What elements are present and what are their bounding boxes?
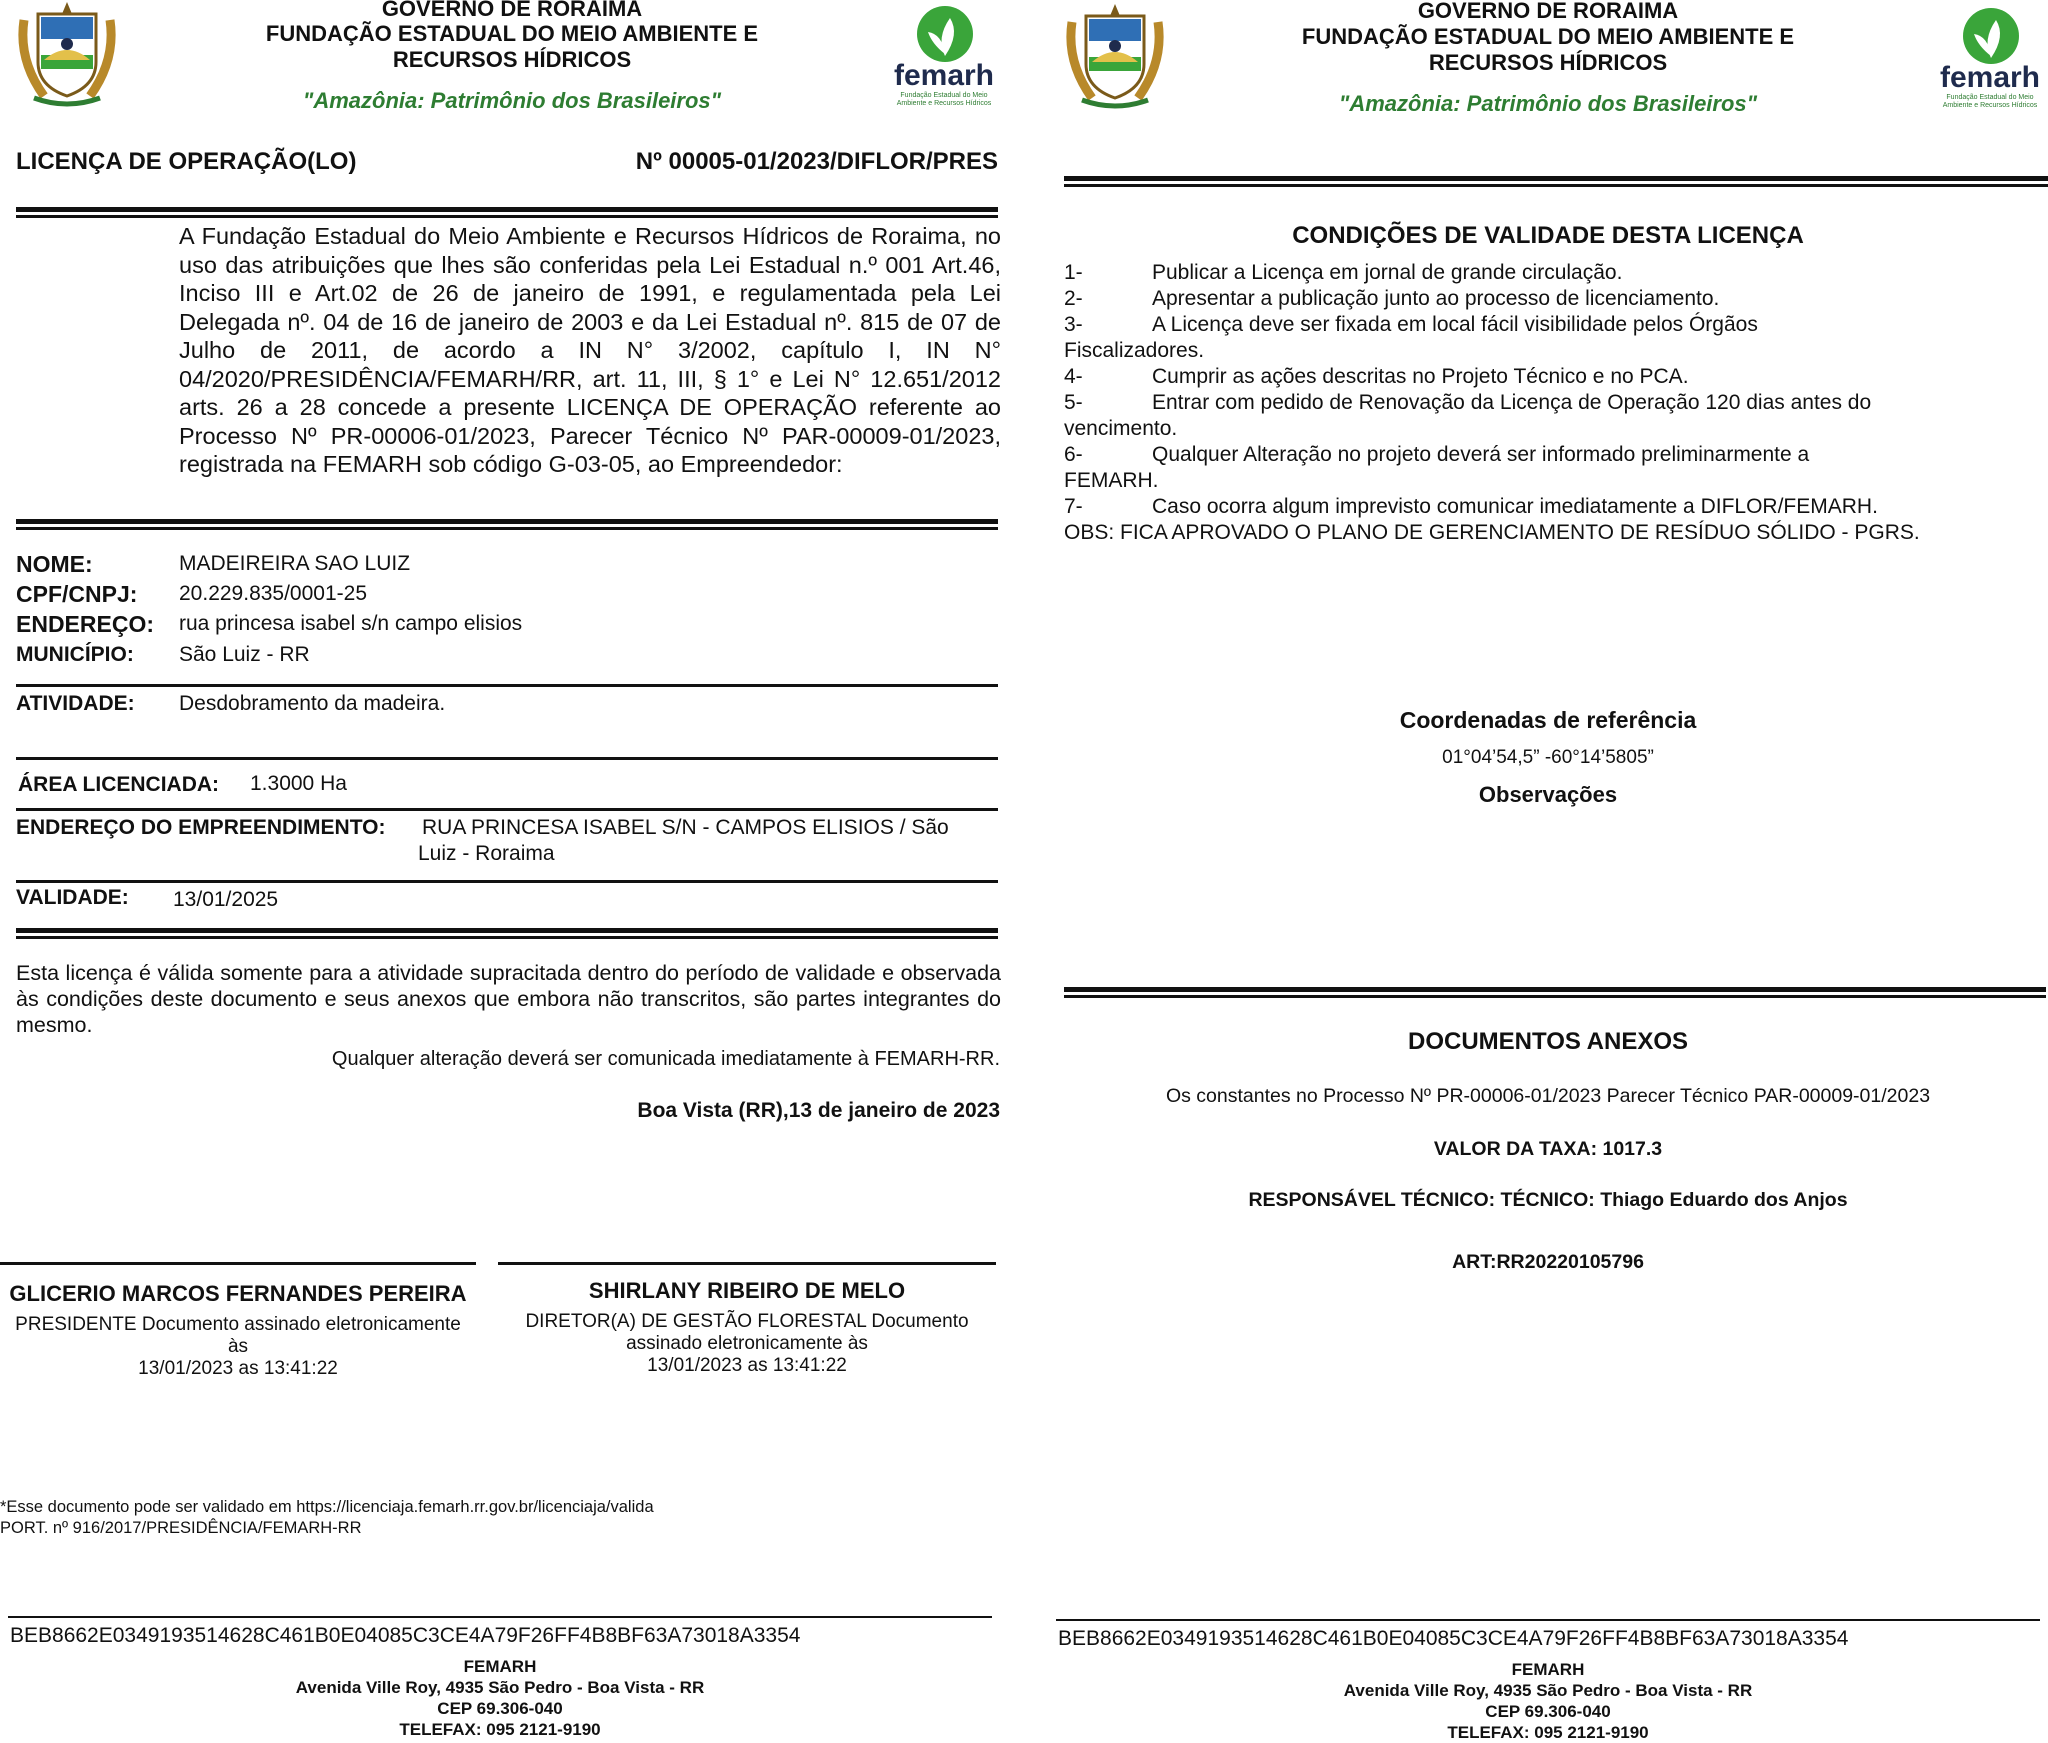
place-and-date: Boa Vista (RR),13 de janeiro de 2023 (637, 1099, 1000, 1122)
license-page-front (0, 0, 1024, 1738)
divider (16, 880, 998, 883)
art-number: ART:RR20220105796 (1452, 1251, 1644, 1273)
atividade-value: Desdobramento da madeira. (179, 692, 446, 715)
validade-value: 13/01/2025 (173, 888, 279, 911)
signer-name: SHIRLANY RIBEIRO DE MELO (588, 1278, 906, 1303)
cpf-label: CPF/CNPJ: (16, 581, 138, 607)
validade-label: VALIDADE: (16, 886, 129, 909)
divider (1064, 987, 2046, 998)
signer-role: DIRETOR(A) DE GESTÃO FLORESTAL Documento (525, 1311, 969, 1332)
signer-as: assinado eletronicamente às (626, 1333, 868, 1354)
validity-paragraph: Esta licença é válida somente para a atividade supracitada dentro do período de validade e observada às condições deste documento e seus anexos que embora não transcritos, são partes integrantes do mesmo. (16, 961, 1001, 1037)
header-motto: "Amazônia: Patrimônio dos Brasileiros" (1338, 91, 1758, 116)
divider (8, 1616, 992, 1618)
municipio-value: São Luiz - RR (179, 643, 310, 666)
femarh-logo (1932, 6, 2048, 109)
fee-value: VALOR DA TAXA: 1017.3 (1433, 1138, 1663, 1160)
header-foundation: FUNDAÇÃO ESTADUAL DO MEIO AMBIENTE E (265, 21, 759, 46)
conditions-obs: OBS: FICA APROVADO O PLANO DE GERENCIAMENTO DE RESÍDUO SÓLIDO - PGRS. (1064, 521, 1920, 544)
signer-role: PRESIDENTE Documento assinado eletronicamente (15, 1314, 461, 1335)
signer-timestamp: 13/01/2023 as 13:41:22 (647, 1355, 847, 1376)
footer-phone: TELEFAX: 095 2121-9190 (1447, 1723, 1649, 1742)
observations-title: Observações (1478, 782, 1618, 807)
signature-line (0, 1262, 476, 1265)
technical-responsible: RESPONSÁVEL TÉCNICO: TÉCNICO: Thiago Eduardo dos Anjos (1248, 1189, 1848, 1211)
annexes-text: Os constantes no Processo Nº PR-00006-01/2023 Parecer Técnico PAR-00009-01/2023 (1165, 1085, 1931, 1107)
document-hash: BEB8662E0349193514628C461B0E04085C3CE4A79F26FF4B8BF63A73018A3354 (10, 1624, 801, 1647)
divider (1056, 1619, 2040, 1621)
divider (16, 207, 998, 218)
signer-name: GLICERIO MARCOS FERNANDES PEREIRA (9, 1281, 467, 1306)
document-hash: BEB8662E0349193514628C461B0E04085C3CE4A79F26FF4B8BF63A73018A3354 (1058, 1627, 1849, 1650)
condition-item-continuation: vencimento. (1064, 417, 1178, 440)
femarh-logo-subtitle: Fundação Estadual do Meio Ambiente e Recursos Hídricos (896, 92, 992, 107)
footer-address-block (1048, 1659, 2048, 1743)
footer-cep: CEP 69.306-040 (1485, 1702, 1611, 1721)
footer-cep: CEP 69.306-040 (437, 1699, 563, 1718)
annexes-title: DOCUMENTOS ANEXOS (1407, 1028, 1689, 1055)
femarh-logo-text: femarh (1939, 61, 2041, 94)
header-resources: RECURSOS HÍDRICOS (392, 47, 632, 72)
coordinates-value: 01°04’54,5” -60°14’5805” (1442, 747, 1654, 768)
atividade-label: ATIVIDADE: (16, 692, 135, 715)
portaria-reference: PORT. nº 916/2017/PRESIDÊNCIA/FEMARH-RR (0, 1519, 362, 1537)
header-government: GOVERNO DE RORAIMA (381, 0, 643, 21)
area-value: 1.3000 Ha (250, 772, 347, 795)
header-government: GOVERNO DE RORAIMA (1417, 0, 1679, 23)
leaf-logo-icon (914, 4, 976, 64)
coordinates-title: Coordenadas de referência (1399, 707, 1697, 733)
license-number: Nº 00005-01/2023/DIFLOR/PRES (635, 148, 998, 175)
license-page-back (1048, 0, 2048, 1742)
divider (16, 757, 998, 760)
municipio-label: MUNICÍPIO: (16, 643, 134, 666)
header-foundation: FUNDAÇÃO ESTADUAL DO MEIO AMBIENTE E (1301, 24, 1795, 49)
footer-address: Avenida Ville Roy, 4935 São Pedro - Boa Vista - RR (295, 1678, 705, 1697)
divider (16, 684, 998, 687)
footer-phone: TELEFAX: 095 2121-9190 (399, 1720, 601, 1739)
divider (1064, 176, 2048, 187)
license-intro-paragraph: A Fundação Estadual do Meio Ambiente e Recursos Hídricos de Roraima, no uso das atribuições que lhes são conferidas pela Lei Estadual n.º 001 Art.46, Inciso III e Art.02 de 26 de janeiro de 1991, e regulamentada pela Lei Delegada nº. 04 de 16 de janeiro de 2003 e da Lei Estadual nº. 815 de 07 de Julho de 2011, de acordo a IN N° 3/2002, capítulo I, IN N° 04/2020/PRESIDÊNCIA/FEMARH/RR, art. 11, III, § 1° e Lei N° 12.651/2012 arts. 26 a 28 concede a presente LICENÇA DE OPERAÇÃO referente ao Processo Nº PR-00006-01/2023, Parecer Técnico Nº PAR-00009-01/2023, registrada na FEMARH sob código G-03-05, ao Empreendedor: (179, 223, 1001, 477)
conditions-list (1064, 260, 2044, 546)
signature-line (498, 1262, 996, 1265)
validation-note: *Esse documento pode ser validado em https://licenciaja.femarh.rr.gov.br/licenciaja/valida (0, 1498, 654, 1516)
footer-org: FEMARH (1511, 1660, 1585, 1679)
empreendimento-address-line2: Luiz - Roraima (418, 842, 555, 865)
signer-timestamp: 13/01/2023 as 13:41:22 (138, 1358, 338, 1379)
signer-as: às (227, 1336, 249, 1357)
signature-block-president (0, 1280, 476, 1380)
condition-item-continuation: Fiscalizadores. (1064, 339, 1205, 362)
nome-label: NOME: (16, 551, 93, 577)
signature-block-director (498, 1277, 996, 1377)
empreendimento-address-line1: RUA PRINCESA ISABEL S/N - CAMPOS ELISIOS / São (422, 816, 949, 839)
cpf-value: 20.229.835/0001-25 (179, 582, 368, 605)
nome-value: MADEIREIRA SAO LUIZ (179, 552, 411, 575)
femarh-logo-text: femarh (893, 59, 995, 92)
footer-address-block (0, 1656, 1000, 1740)
license-title: LICENÇA DE OPERAÇÃO(LO) (16, 148, 357, 175)
divider (16, 928, 998, 939)
footer-address: Avenida Ville Roy, 4935 São Pedro - Boa Vista - RR (1343, 1681, 1753, 1700)
femarh-logo-subtitle: Fundação Estadual do Meio Ambiente e Recursos Hídricos (1942, 94, 2038, 109)
header-motto: "Amazônia: Patrimônio dos Brasileiros" (302, 88, 722, 113)
condition-item-continuation: FEMARH. (1064, 469, 1159, 492)
endereco-value: rua princesa isabel s/n campo elisios (179, 612, 523, 635)
header-resources: RECURSOS HÍDRICOS (1428, 50, 1668, 75)
endereco-label: ENDEREÇO: (16, 611, 155, 637)
condition-item: 4- Cumprir as ações descritas no Projeto Técnico e no PCA. (1064, 365, 1689, 388)
condition-item: 6- Qualquer Alteração no projeto deverá ser informado preliminarmente a (1064, 443, 1810, 466)
divider (16, 519, 998, 530)
condition-item: 3- A Licença deve ser fixada em local fácil visibilidade pelos Órgãos (1064, 313, 1758, 336)
condition-item: 1- Publicar a Licença em jornal de grande circulação. (1064, 261, 1623, 284)
divider (16, 808, 998, 811)
area-label: ÁREA LICENCIADA: (18, 773, 220, 796)
condition-item: 5- Entrar com pedido de Renovação da Licença de Operação 120 dias antes do (1064, 391, 1872, 414)
condition-item: 2- Apresentar a publicação junto ao processo de licenciamento. (1064, 287, 1720, 310)
condition-item: 7- Caso ocorra algum imprevisto comunicar imediatamente a DIFLOR/FEMARH. (1064, 495, 1878, 518)
footer-org: FEMARH (463, 1657, 537, 1676)
change-notice: Qualquer alteração deverá ser comunicada imediatamente à FEMARH-RR. (331, 1048, 1000, 1070)
leaf-logo-icon (1960, 6, 2022, 66)
empreendimento-address-label: ENDEREÇO DO EMPREENDIMENTO: (16, 816, 386, 839)
femarh-logo (886, 4, 1002, 107)
conditions-title: CONDIÇÕES DE VALIDADE DESTA LICENÇA (1292, 222, 1804, 249)
